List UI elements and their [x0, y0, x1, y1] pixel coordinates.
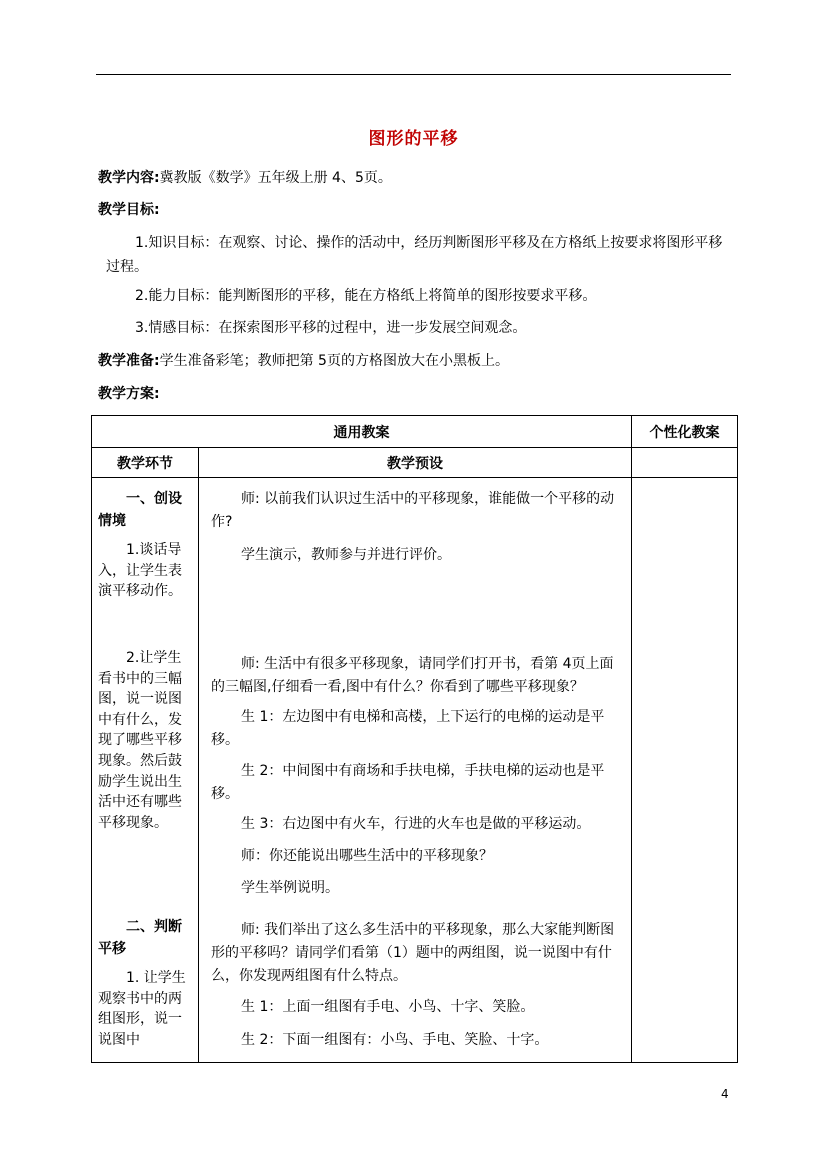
step-2-1: 1. 让学生观察书中的两组图形，说一说图中 — [98, 970, 186, 1048]
preset-para-11: 生 2：下面一组图有：小鸟、手电、笑脸、十字。 — [241, 1032, 549, 1048]
header-personal-empty — [632, 448, 738, 478]
content-line — [98, 167, 392, 187]
goals-label: 教学目标: — [98, 202, 160, 218]
lesson-plan-table — [91, 415, 738, 1063]
step-1-1: 1.谈话导入，让学生表演平移动作。 — [98, 542, 182, 599]
goal-item-1: 1.知识目标：在观察、讨论、操作的活动中，经历判断图形平移及在方格纸上按要求将图形平移过程。 — [106, 235, 723, 275]
step-1-2: 2.让学生看书中的三幅图，说一说图中有什么，发现了哪些平移现象。然后鼓励学生说出生活中还有哪些平移现象。 — [98, 650, 182, 831]
preset-para-4: 生 1：左边图中有电梯和高楼，上下运行的电梯的运动是平移。 — [211, 709, 605, 748]
header-general-plan: 通用教案 — [92, 416, 632, 448]
preset-para-2: 学生演示，教师参与并进行评价。 — [241, 547, 451, 563]
preset-para-1: 师: 以前我们认识过生活中的平移现象，谁能做一个平移的动作? — [211, 491, 615, 530]
header-teaching-preset: 教学预设 — [199, 448, 632, 478]
step-section-1: 一、创设情境 — [98, 491, 182, 529]
header-personal-plan: 个性化教案 — [632, 416, 738, 448]
prep-line — [98, 350, 509, 370]
preset-para-5: 生 2：中间图中有商场和手扶电梯，手扶电梯的运动也是平移。 — [211, 763, 605, 802]
personal-column — [632, 478, 738, 1063]
page-number: 4 — [721, 1087, 729, 1101]
header-rule — [96, 74, 731, 75]
preset-para-9: 师: 我们举出了这么多生活中的平移现象，那么大家能判断图形的平移吗？请同学们看第（1）题中的两组图，说一说图中有什么，你发现两组图有什么特点。 — [211, 922, 615, 984]
goal-item-2: 2.能力目标：能判断图形的平移，能在方格纸上将简单的图形按要求平移。 — [135, 288, 597, 304]
preset-para-7: 师：你还能说出哪些生活中的平移现象？ — [241, 848, 493, 864]
step-column — [92, 478, 199, 1063]
prep-text: 学生准备彩笔；教师把第 5页的方格图放大在小黑板上。 — [159, 353, 509, 369]
content-label: 教学内容: — [98, 170, 160, 186]
preset-column — [199, 478, 632, 1063]
preset-para-10: 生 1：上面一组图有手电、小鸟、十字、笑脸。 — [241, 999, 535, 1015]
plan-label: 教学方案: — [98, 386, 160, 402]
preset-para-6: 生 3：右边图中有火车，行进的火车也是做的平移运动。 — [241, 816, 591, 832]
step-section-2: 二、判断平移 — [98, 919, 182, 957]
header-teaching-step: 教学环节 — [92, 448, 199, 478]
preset-para-3: 师: 生活中有很多平移现象，请同学们打开书，看第 4页上面的三幅图,仔细看一看,图中有什么？你看到了哪些平移现象？ — [211, 656, 614, 695]
page-title: 图形的平移 — [368, 129, 459, 149]
content-text: 冀教版《数学》五年级上册 4、5页。 — [159, 170, 392, 186]
goal-item-3: 3.情感目标：在探索图形平移的过程中，进一步发展空间观念。 — [135, 320, 527, 336]
preset-para-8: 学生举例说明。 — [241, 880, 339, 896]
prep-label: 教学准备: — [98, 353, 160, 369]
